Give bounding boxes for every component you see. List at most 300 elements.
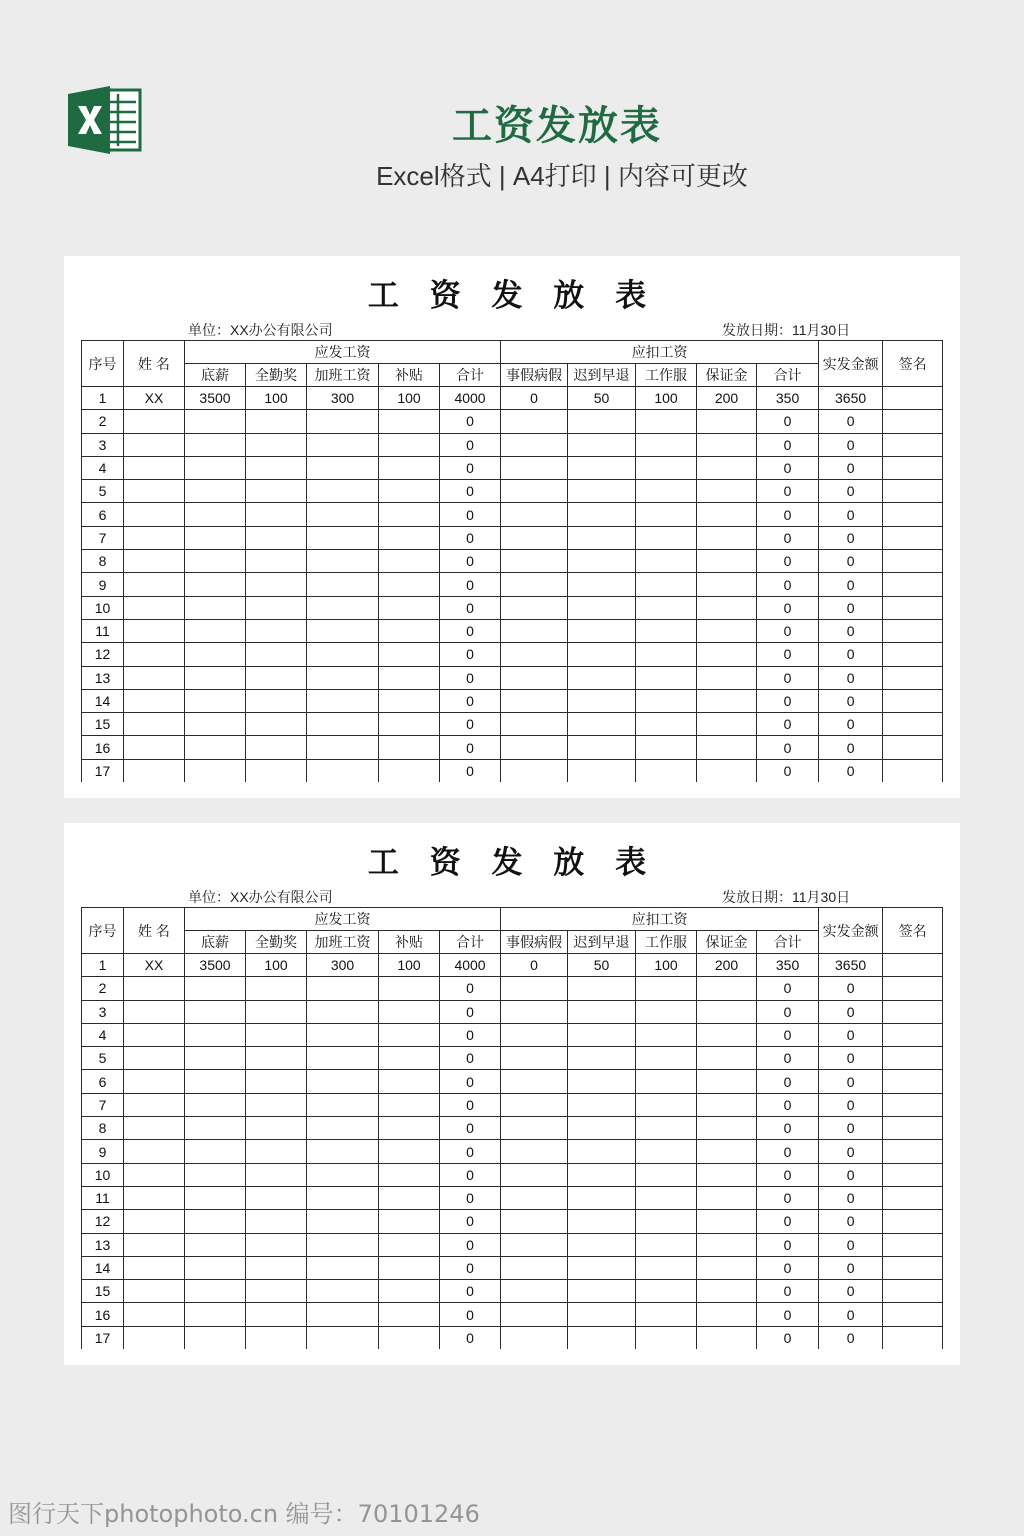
- table-cell[interactable]: [501, 1256, 568, 1279]
- table-cell[interactable]: [697, 1210, 757, 1233]
- table-cell[interactable]: [697, 433, 757, 456]
- table-cell[interactable]: [246, 759, 307, 782]
- table-cell[interactable]: [307, 1303, 379, 1326]
- table-cell[interactable]: [379, 410, 440, 433]
- table-cell[interactable]: [568, 573, 636, 596]
- table-cell[interactable]: [124, 456, 185, 479]
- table-cell[interactable]: [568, 1163, 636, 1186]
- table-cell[interactable]: [636, 480, 697, 503]
- table-cell[interactable]: [185, 689, 246, 712]
- table-cell[interactable]: 0: [819, 1070, 883, 1093]
- table-cell[interactable]: [697, 1326, 757, 1349]
- table-cell[interactable]: [883, 619, 943, 642]
- table-cell[interactable]: [307, 550, 379, 573]
- table-cell[interactable]: [185, 456, 246, 479]
- table-cell[interactable]: 7: [82, 526, 124, 549]
- table-cell[interactable]: [246, 1070, 307, 1093]
- table-cell[interactable]: 7: [82, 1093, 124, 1116]
- table-cell[interactable]: 0: [440, 1047, 501, 1070]
- table-cell[interactable]: [697, 643, 757, 666]
- table-cell[interactable]: [307, 1186, 379, 1209]
- table-cell[interactable]: 0: [819, 1000, 883, 1023]
- table-cell[interactable]: [568, 596, 636, 619]
- table-cell[interactable]: 3500: [185, 954, 246, 977]
- table-cell[interactable]: [185, 1047, 246, 1070]
- table-cell[interactable]: [246, 1326, 307, 1349]
- table-cell[interactable]: [379, 433, 440, 456]
- table-cell[interactable]: [379, 1070, 440, 1093]
- table-cell[interactable]: [379, 1000, 440, 1023]
- table-cell[interactable]: [307, 1326, 379, 1349]
- table-cell[interactable]: 2: [82, 977, 124, 1000]
- table-cell[interactable]: 17: [82, 1326, 124, 1349]
- table-cell[interactable]: [697, 410, 757, 433]
- table-cell[interactable]: [246, 1256, 307, 1279]
- table-cell[interactable]: [697, 759, 757, 782]
- table-cell[interactable]: [636, 550, 697, 573]
- table-cell[interactable]: [568, 526, 636, 549]
- table-cell[interactable]: [636, 619, 697, 642]
- table-cell[interactable]: [501, 1303, 568, 1326]
- table-cell[interactable]: [697, 1233, 757, 1256]
- table-cell[interactable]: 0: [757, 689, 819, 712]
- table-cell[interactable]: [501, 550, 568, 573]
- table-cell[interactable]: 0: [819, 1047, 883, 1070]
- table-cell[interactable]: [568, 1117, 636, 1140]
- table-cell[interactable]: 0: [440, 410, 501, 433]
- table-cell[interactable]: [307, 977, 379, 1000]
- table-cell[interactable]: [636, 666, 697, 689]
- table-cell[interactable]: [883, 1163, 943, 1186]
- table-cell[interactable]: 0: [819, 1117, 883, 1140]
- table-cell[interactable]: 350: [757, 387, 819, 410]
- table-cell[interactable]: 0: [819, 759, 883, 782]
- table-cell[interactable]: [568, 456, 636, 479]
- table-cell[interactable]: [883, 1326, 943, 1349]
- table-cell[interactable]: 0: [757, 1186, 819, 1209]
- table-cell[interactable]: [185, 1070, 246, 1093]
- table-cell[interactable]: 15: [82, 1280, 124, 1303]
- table-cell[interactable]: 350: [757, 954, 819, 977]
- table-cell[interactable]: 0: [757, 480, 819, 503]
- table-cell[interactable]: 12: [82, 1210, 124, 1233]
- table-cell[interactable]: [124, 1000, 185, 1023]
- table-cell[interactable]: [246, 526, 307, 549]
- table-cell[interactable]: [379, 1326, 440, 1349]
- table-cell[interactable]: 4: [82, 1023, 124, 1046]
- table-cell[interactable]: 0: [819, 1210, 883, 1233]
- table-cell[interactable]: [246, 689, 307, 712]
- table-cell[interactable]: 0: [819, 1023, 883, 1046]
- table-cell[interactable]: [185, 1326, 246, 1349]
- table-cell[interactable]: [568, 759, 636, 782]
- table-cell[interactable]: [636, 736, 697, 759]
- table-cell[interactable]: [307, 1023, 379, 1046]
- table-cell[interactable]: [124, 1047, 185, 1070]
- table-cell[interactable]: [501, 1233, 568, 1256]
- table-cell[interactable]: [379, 689, 440, 712]
- table-cell[interactable]: [246, 619, 307, 642]
- table-cell[interactable]: [185, 736, 246, 759]
- table-cell[interactable]: 0: [440, 573, 501, 596]
- table-cell[interactable]: [379, 573, 440, 596]
- table-cell[interactable]: [124, 666, 185, 689]
- table-cell[interactable]: [307, 666, 379, 689]
- table-cell[interactable]: 0: [440, 550, 501, 573]
- table-cell[interactable]: 13: [82, 1233, 124, 1256]
- table-cell[interactable]: [185, 1280, 246, 1303]
- table-cell[interactable]: 0: [819, 503, 883, 526]
- table-cell[interactable]: [307, 1280, 379, 1303]
- table-cell[interactable]: 6: [82, 1070, 124, 1093]
- table-cell[interactable]: [185, 410, 246, 433]
- table-cell[interactable]: [185, 550, 246, 573]
- table-cell[interactable]: [883, 1117, 943, 1140]
- table-cell[interactable]: [246, 433, 307, 456]
- table-cell[interactable]: [883, 1023, 943, 1046]
- table-cell[interactable]: XX: [124, 387, 185, 410]
- table-cell[interactable]: [501, 689, 568, 712]
- table-cell[interactable]: [568, 1023, 636, 1046]
- table-cell[interactable]: [185, 1256, 246, 1279]
- table-cell[interactable]: 0: [819, 573, 883, 596]
- table-cell[interactable]: [246, 1303, 307, 1326]
- table-cell[interactable]: [636, 689, 697, 712]
- table-cell[interactable]: [636, 1303, 697, 1326]
- table-cell[interactable]: [501, 596, 568, 619]
- table-cell[interactable]: 0: [757, 526, 819, 549]
- table-cell[interactable]: [185, 977, 246, 1000]
- table-cell[interactable]: [568, 1186, 636, 1209]
- table-cell[interactable]: [883, 689, 943, 712]
- table-cell[interactable]: [307, 1070, 379, 1093]
- table-cell[interactable]: [501, 1163, 568, 1186]
- table-cell[interactable]: [379, 480, 440, 503]
- table-cell[interactable]: [124, 433, 185, 456]
- table-cell[interactable]: [697, 573, 757, 596]
- table-cell[interactable]: 9: [82, 573, 124, 596]
- table-cell[interactable]: [883, 1303, 943, 1326]
- table-cell[interactable]: [883, 503, 943, 526]
- table-cell[interactable]: [379, 1163, 440, 1186]
- table-cell[interactable]: [124, 410, 185, 433]
- table-cell[interactable]: [636, 1210, 697, 1233]
- table-cell[interactable]: [246, 456, 307, 479]
- table-cell[interactable]: [697, 503, 757, 526]
- table-cell[interactable]: [697, 736, 757, 759]
- table-cell[interactable]: [379, 1140, 440, 1163]
- table-cell[interactable]: 3650: [819, 954, 883, 977]
- table-cell[interactable]: 0: [757, 456, 819, 479]
- table-cell[interactable]: [636, 1047, 697, 1070]
- table-cell[interactable]: [124, 1186, 185, 1209]
- table-cell[interactable]: [124, 713, 185, 736]
- table-cell[interactable]: 4000: [440, 387, 501, 410]
- table-cell[interactable]: [883, 1070, 943, 1093]
- table-cell[interactable]: [636, 643, 697, 666]
- table-cell[interactable]: [185, 526, 246, 549]
- table-cell[interactable]: [185, 713, 246, 736]
- table-cell[interactable]: [124, 1023, 185, 1046]
- table-cell[interactable]: [568, 619, 636, 642]
- table-cell[interactable]: [883, 387, 943, 410]
- table-cell[interactable]: [568, 1047, 636, 1070]
- table-cell[interactable]: 100: [246, 387, 307, 410]
- table-cell[interactable]: [568, 713, 636, 736]
- table-cell[interactable]: [697, 1303, 757, 1326]
- table-cell[interactable]: 3500: [185, 387, 246, 410]
- table-cell[interactable]: [124, 689, 185, 712]
- table-cell[interactable]: [697, 1117, 757, 1140]
- table-cell[interactable]: [307, 1210, 379, 1233]
- table-cell[interactable]: [246, 713, 307, 736]
- table-cell[interactable]: 0: [440, 759, 501, 782]
- table-cell[interactable]: 0: [757, 1256, 819, 1279]
- table-cell[interactable]: 0: [440, 619, 501, 642]
- table-cell[interactable]: [379, 550, 440, 573]
- table-cell[interactable]: 0: [757, 1326, 819, 1349]
- table-cell[interactable]: [883, 410, 943, 433]
- table-cell[interactable]: 0: [440, 1140, 501, 1163]
- table-cell[interactable]: 0: [757, 643, 819, 666]
- table-cell[interactable]: 0: [440, 666, 501, 689]
- table-cell[interactable]: [185, 643, 246, 666]
- table-cell[interactable]: 0: [440, 480, 501, 503]
- table-cell[interactable]: 0: [819, 736, 883, 759]
- table-cell[interactable]: 0: [757, 573, 819, 596]
- table-cell[interactable]: [185, 1023, 246, 1046]
- table-cell[interactable]: 3: [82, 1000, 124, 1023]
- table-cell[interactable]: 14: [82, 1256, 124, 1279]
- table-cell[interactable]: [246, 480, 307, 503]
- table-cell[interactable]: [307, 433, 379, 456]
- table-cell[interactable]: [246, 1093, 307, 1116]
- table-cell[interactable]: 0: [440, 1186, 501, 1209]
- table-cell[interactable]: [697, 1280, 757, 1303]
- table-cell[interactable]: [501, 619, 568, 642]
- table-cell[interactable]: [124, 503, 185, 526]
- table-cell[interactable]: [883, 736, 943, 759]
- table-cell[interactable]: [246, 410, 307, 433]
- table-cell[interactable]: [246, 596, 307, 619]
- table-cell[interactable]: [697, 550, 757, 573]
- table-cell[interactable]: 0: [819, 433, 883, 456]
- table-cell[interactable]: [636, 1326, 697, 1349]
- table-cell[interactable]: [246, 1280, 307, 1303]
- table-cell[interactable]: [568, 689, 636, 712]
- table-cell[interactable]: [379, 1210, 440, 1233]
- table-cell[interactable]: [379, 977, 440, 1000]
- table-cell[interactable]: [501, 977, 568, 1000]
- table-cell[interactable]: [883, 550, 943, 573]
- table-cell[interactable]: [185, 1140, 246, 1163]
- table-cell[interactable]: [124, 736, 185, 759]
- table-cell[interactable]: 0: [819, 1163, 883, 1186]
- table-cell[interactable]: [246, 1163, 307, 1186]
- table-cell[interactable]: 11: [82, 1186, 124, 1209]
- table-cell[interactable]: [379, 736, 440, 759]
- table-cell[interactable]: 0: [819, 619, 883, 642]
- table-cell[interactable]: [501, 456, 568, 479]
- table-cell[interactable]: 0: [757, 433, 819, 456]
- table-cell[interactable]: [636, 526, 697, 549]
- table-cell[interactable]: 0: [819, 1186, 883, 1209]
- table-cell[interactable]: [501, 1186, 568, 1209]
- table-cell[interactable]: 200: [697, 954, 757, 977]
- table-cell[interactable]: [501, 1210, 568, 1233]
- table-cell[interactable]: [501, 433, 568, 456]
- table-cell[interactable]: [501, 643, 568, 666]
- table-cell[interactable]: [568, 666, 636, 689]
- table-cell[interactable]: 15: [82, 713, 124, 736]
- table-cell[interactable]: [246, 1210, 307, 1233]
- table-cell[interactable]: 0: [757, 1023, 819, 1046]
- table-cell[interactable]: 100: [246, 954, 307, 977]
- table-cell[interactable]: [697, 1047, 757, 1070]
- table-cell[interactable]: [636, 1023, 697, 1046]
- table-cell[interactable]: [246, 1140, 307, 1163]
- table-cell[interactable]: [124, 759, 185, 782]
- table-cell[interactable]: [307, 643, 379, 666]
- table-cell[interactable]: 16: [82, 1303, 124, 1326]
- table-cell[interactable]: 0: [440, 643, 501, 666]
- table-cell[interactable]: [307, 619, 379, 642]
- table-cell[interactable]: 100: [379, 954, 440, 977]
- table-cell[interactable]: 0: [819, 977, 883, 1000]
- table-cell[interactable]: [307, 1000, 379, 1023]
- table-cell[interactable]: [307, 736, 379, 759]
- table-cell[interactable]: [307, 1047, 379, 1070]
- table-cell[interactable]: [124, 1140, 185, 1163]
- table-cell[interactable]: [501, 1023, 568, 1046]
- table-cell[interactable]: [124, 480, 185, 503]
- table-cell[interactable]: 0: [757, 977, 819, 1000]
- table-cell[interactable]: [185, 573, 246, 596]
- table-cell[interactable]: [697, 1186, 757, 1209]
- table-cell[interactable]: [501, 1000, 568, 1023]
- table-cell[interactable]: [883, 526, 943, 549]
- table-cell[interactable]: [379, 713, 440, 736]
- table-cell[interactable]: [568, 410, 636, 433]
- table-cell[interactable]: 3650: [819, 387, 883, 410]
- table-cell[interactable]: [185, 1000, 246, 1023]
- table-cell[interactable]: [124, 619, 185, 642]
- table-cell[interactable]: [636, 759, 697, 782]
- table-cell[interactable]: [501, 736, 568, 759]
- table-cell[interactable]: [379, 1280, 440, 1303]
- table-cell[interactable]: [307, 1093, 379, 1116]
- table-cell[interactable]: [379, 1256, 440, 1279]
- table-cell[interactable]: [307, 503, 379, 526]
- table-cell[interactable]: [246, 977, 307, 1000]
- table-cell[interactable]: 0: [819, 666, 883, 689]
- table-cell[interactable]: [636, 1186, 697, 1209]
- table-cell[interactable]: [501, 573, 568, 596]
- table-cell[interactable]: 0: [757, 1163, 819, 1186]
- table-cell[interactable]: [501, 1093, 568, 1116]
- table-cell[interactable]: [697, 713, 757, 736]
- table-cell[interactable]: [697, 666, 757, 689]
- table-cell[interactable]: 100: [379, 387, 440, 410]
- table-cell[interactable]: 0: [819, 1326, 883, 1349]
- table-cell[interactable]: 0: [757, 666, 819, 689]
- table-cell[interactable]: [379, 1186, 440, 1209]
- table-cell[interactable]: 0: [440, 1303, 501, 1326]
- table-cell[interactable]: [883, 1186, 943, 1209]
- table-cell[interactable]: [307, 1163, 379, 1186]
- table-cell[interactable]: [501, 759, 568, 782]
- table-cell[interactable]: 0: [757, 1210, 819, 1233]
- table-cell[interactable]: [697, 480, 757, 503]
- table-cell[interactable]: [636, 1140, 697, 1163]
- table-cell[interactable]: [883, 759, 943, 782]
- table-cell[interactable]: [501, 480, 568, 503]
- table-cell[interactable]: [883, 1000, 943, 1023]
- table-cell[interactable]: [246, 1047, 307, 1070]
- table-cell[interactable]: [568, 1140, 636, 1163]
- table-cell[interactable]: 0: [819, 550, 883, 573]
- table-cell[interactable]: 0: [440, 1280, 501, 1303]
- table-cell[interactable]: [124, 1070, 185, 1093]
- table-cell[interactable]: [501, 713, 568, 736]
- table-cell[interactable]: 0: [440, 1117, 501, 1140]
- table-cell[interactable]: [185, 1163, 246, 1186]
- table-cell[interactable]: [185, 619, 246, 642]
- table-cell[interactable]: [185, 759, 246, 782]
- table-cell[interactable]: 0: [440, 1256, 501, 1279]
- table-cell[interactable]: [379, 619, 440, 642]
- table-cell[interactable]: 300: [307, 954, 379, 977]
- table-cell[interactable]: [307, 1140, 379, 1163]
- table-cell[interactable]: [246, 736, 307, 759]
- table-cell[interactable]: 0: [440, 1210, 501, 1233]
- table-cell[interactable]: [246, 503, 307, 526]
- table-cell[interactable]: [568, 1233, 636, 1256]
- table-cell[interactable]: [124, 1280, 185, 1303]
- table-cell[interactable]: 0: [757, 619, 819, 642]
- table-cell[interactable]: [568, 1303, 636, 1326]
- table-cell[interactable]: 10: [82, 1163, 124, 1186]
- table-cell[interactable]: 0: [440, 1326, 501, 1349]
- table-cell[interactable]: 4: [82, 456, 124, 479]
- table-cell[interactable]: [697, 1140, 757, 1163]
- table-cell[interactable]: [501, 1326, 568, 1349]
- table-cell[interactable]: 0: [440, 503, 501, 526]
- table-cell[interactable]: 50: [568, 954, 636, 977]
- table-cell[interactable]: [379, 643, 440, 666]
- table-cell[interactable]: [185, 1117, 246, 1140]
- table-cell[interactable]: [636, 596, 697, 619]
- table-cell[interactable]: 10: [82, 596, 124, 619]
- table-cell[interactable]: [636, 433, 697, 456]
- table-cell[interactable]: [501, 666, 568, 689]
- table-cell[interactable]: [568, 550, 636, 573]
- table-cell[interactable]: 12: [82, 643, 124, 666]
- table-cell[interactable]: [568, 643, 636, 666]
- table-cell[interactable]: [124, 526, 185, 549]
- table-cell[interactable]: 0: [757, 550, 819, 573]
- table-cell[interactable]: [379, 759, 440, 782]
- table-cell[interactable]: [307, 480, 379, 503]
- table-cell[interactable]: [185, 503, 246, 526]
- table-cell[interactable]: [568, 1093, 636, 1116]
- table-cell[interactable]: [246, 1233, 307, 1256]
- table-cell[interactable]: [246, 1000, 307, 1023]
- table-cell[interactable]: [501, 1047, 568, 1070]
- table-cell[interactable]: [124, 1163, 185, 1186]
- table-cell[interactable]: 5: [82, 1047, 124, 1070]
- table-cell[interactable]: [501, 1280, 568, 1303]
